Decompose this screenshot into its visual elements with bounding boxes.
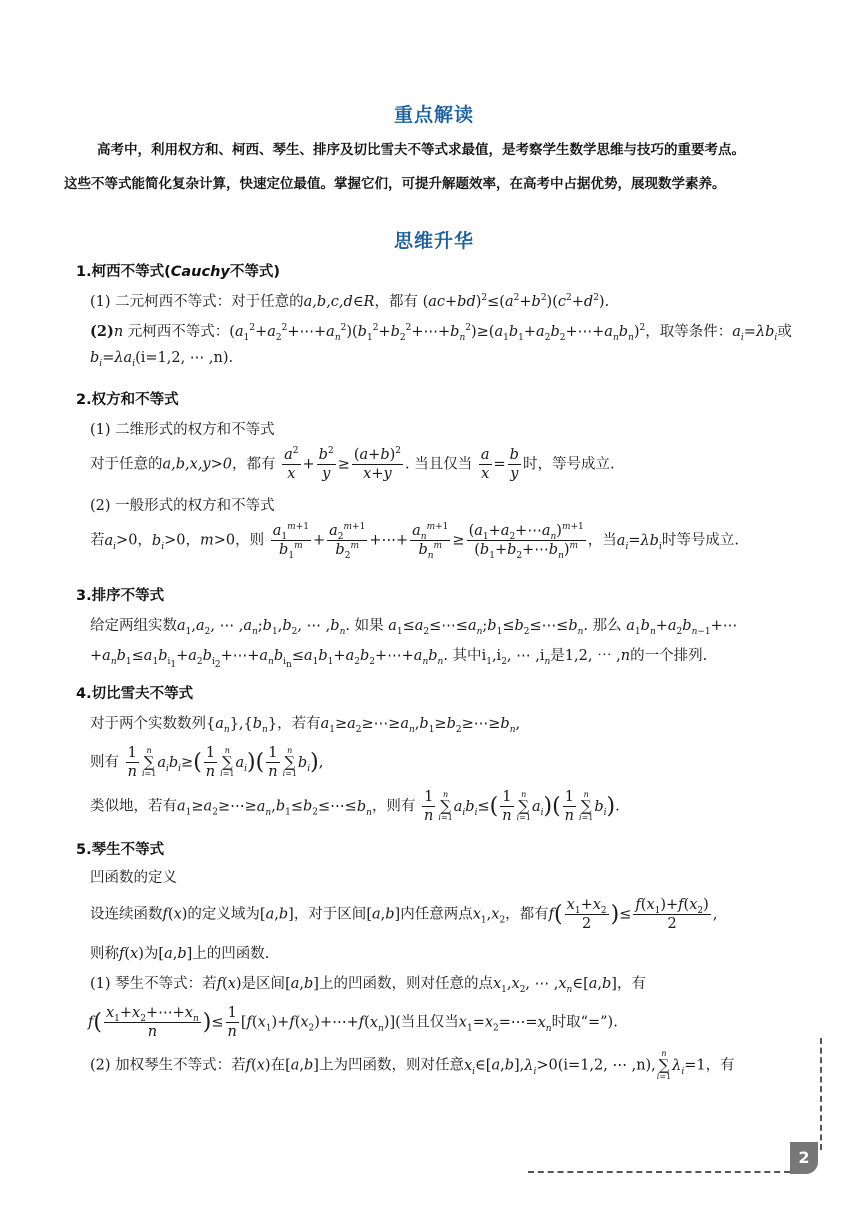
power-mean-general: 若$a_i>0$，$b_i>0$，m>0，则 $\frac{a_1^{m+1}}{b_1^m}$ + $\frac{a_2^{m+1}}{b_2^m}$ +⋯+ $\frac{a_n^{m+1}}{b_n^m}$ ≥ $\frac{(a_1+a_2+\cdots a_n)^{m+1}}{(b_1+b_2+\cdots b_n)^m}$ ，当$a_i=\lambda b_i$时等号成立. bbox=[90, 522, 739, 562]
power-mean-2d-label: (1) 二维形式的权方和不等式 bbox=[90, 422, 275, 438]
chebyshev-line-2: 则有 $\frac{1}{n}$ n ∑ $i=1a_ib_i\ge$( $\frac{1}{n}$ n ∑ $i=1a_i$)( $\frac{1}{n}$ n ∑ $i=1b_i$), bbox=[90, 745, 324, 781]
page-title: 重点解读 bbox=[393, 104, 474, 126]
page-border-vertical bbox=[820, 1038, 822, 1150]
intro-line-1: 高考中，利用权方和、柯西、琴生、排序及切比雪夫不等式求最值，是考察学生数学思维与技巧的重要考点。 bbox=[97, 142, 745, 158]
page-number: 2 bbox=[790, 1142, 818, 1174]
intro-line-2: 这些不等式能简化复杂计算，快速定位最值。掌握它们，可提升解题效率，在高考中占据优势，展现数学素养。 bbox=[64, 176, 726, 192]
cauchy-nd-cont: $b_i=\lambda a_i(i=1,2$, ⋯ ,n). bbox=[90, 350, 234, 369]
jensen-weighted: (2) 加权琴生不等式：若f(x)在[a,b]上为凹函数，则对任意$x_i\in[a,b],\lambda_i>0(i=1,2$, ⋯ ,n),n ∑ $i=1\lambda_i=1$，有 bbox=[90, 1049, 735, 1081]
section-heading: 思维升华 bbox=[393, 230, 474, 252]
section-1-title: 1.柯西不等式(Cauchy不等式) bbox=[76, 264, 281, 280]
concave-def-label: 凹函数的定义 bbox=[90, 870, 177, 886]
concave-def-cont: 则称f(x)为[a,b]上的凹函数. bbox=[90, 946, 270, 962]
power-mean-2d: 对于任意的a,b,x,y>0，都有 $\frac{a^2}{x}$ + $\frac{b^2}{y}$ ≥ $\frac{(a+b)^2}{x+y}$ . 当且仅当 $\frac{a}{x}$ = $\frac{b}{y}$ 时，等号成立. bbox=[90, 446, 615, 483]
cauchy-nd: (2)n 元柯西不等式：$(a_1^2+a_2^2+\cdots+a_n^2)(b_1^2+b_2^2+\cdots+b_n^2)\ge(a_1b_1+a_2b_2+\cdots+a_nb_n)^2$，取等条件：$a_i=\lambda b_i$或 bbox=[90, 323, 792, 343]
chebyshev-line-1: 对于两个实数数列$\{a_n\},\{b_n\}$，若有$a_1\ge a_2\ge\cdots\ge a_n,b_1\ge b_2\ge\cdots\ge b_n$, bbox=[90, 716, 521, 735]
section-5-title: 5.琴生不等式 bbox=[76, 842, 165, 858]
cauchy-2d: (1) 二元柯西不等式：对于任意的a,b,c,d∈R，都有 $(ac+bd)^2\le(a^2+b^2)(c^2+d^2)$. bbox=[90, 293, 610, 310]
chebyshev-line-3: 类似地，若有$a_1\ge a_2\ge\cdots\ge a_n,b_1\le b_2\le\cdots\le b_n$，则有 $\frac{1}{n}$ n ∑ $i=1a_ib_i\le$( $\frac{1}{n}$ n ∑ $i=1a_i$)( $\frac{1}{n}$ n ∑ $i=1b_i$). bbox=[90, 789, 620, 825]
section-3-title: 3.排序不等式 bbox=[76, 588, 165, 604]
rearrangement-line-1: 给定两组实数$a_1,a_2$, ⋯ $,a_n;b_1,b_2$, ⋯ $,b_n$. 如果 $a_1\le a_2\le\cdots\le a_n;b_1\le b_2\le\cdots\le b_n$. 那么 $a_1b_n+a_2b_{n-1}+\cdots$ bbox=[90, 618, 738, 637]
rearrangement-line-2: $+a_nb_1\le a_1b_{i_1}+a_2b_{i_2}+\cdots+a_nb_{i_n}\le a_1b_1+a_2b_2+\cdots+a_nb_n$. 其中$i_1,i_2$, ⋯ $,i_n$是1,2, ⋯ ,n的一个排列. bbox=[90, 648, 708, 670]
section-2-title: 2.权方和不等式 bbox=[76, 392, 179, 408]
section-4-title: 4.切比雪夫不等式 bbox=[76, 686, 194, 702]
concave-def: 设连续函数f(x)的定义域为[a,b]，对于区间[a,b]内任意两点$x_1,x_2$，都有f( $\frac{x_1+x_2}{2}$ )≤ $\frac{f(x_1)+f(x_2)}{2}$ , bbox=[90, 897, 718, 933]
power-mean-general-label: (2) 一般形式的权方和不等式 bbox=[90, 498, 275, 514]
jensen-1: (1) 琴生不等式：若f(x)是区间[a,b]上的凹函数，则对任意的点$x_1,x_2$, ⋯ $,x_n\in[a,b]$，有 bbox=[90, 976, 646, 995]
page-border-horizontal bbox=[528, 1171, 790, 1173]
jensen-1-formula: f( $\frac{x_1+x_2+\cdots+x_n}{n}$ )≤ $\frac{1}{n}$ $[f(x_1)+f(x_2)+\cdots+f(x_n)]$(当且仅当$x_1=x_2=\cdots=x_n$时取“=”). bbox=[88, 1005, 618, 1041]
